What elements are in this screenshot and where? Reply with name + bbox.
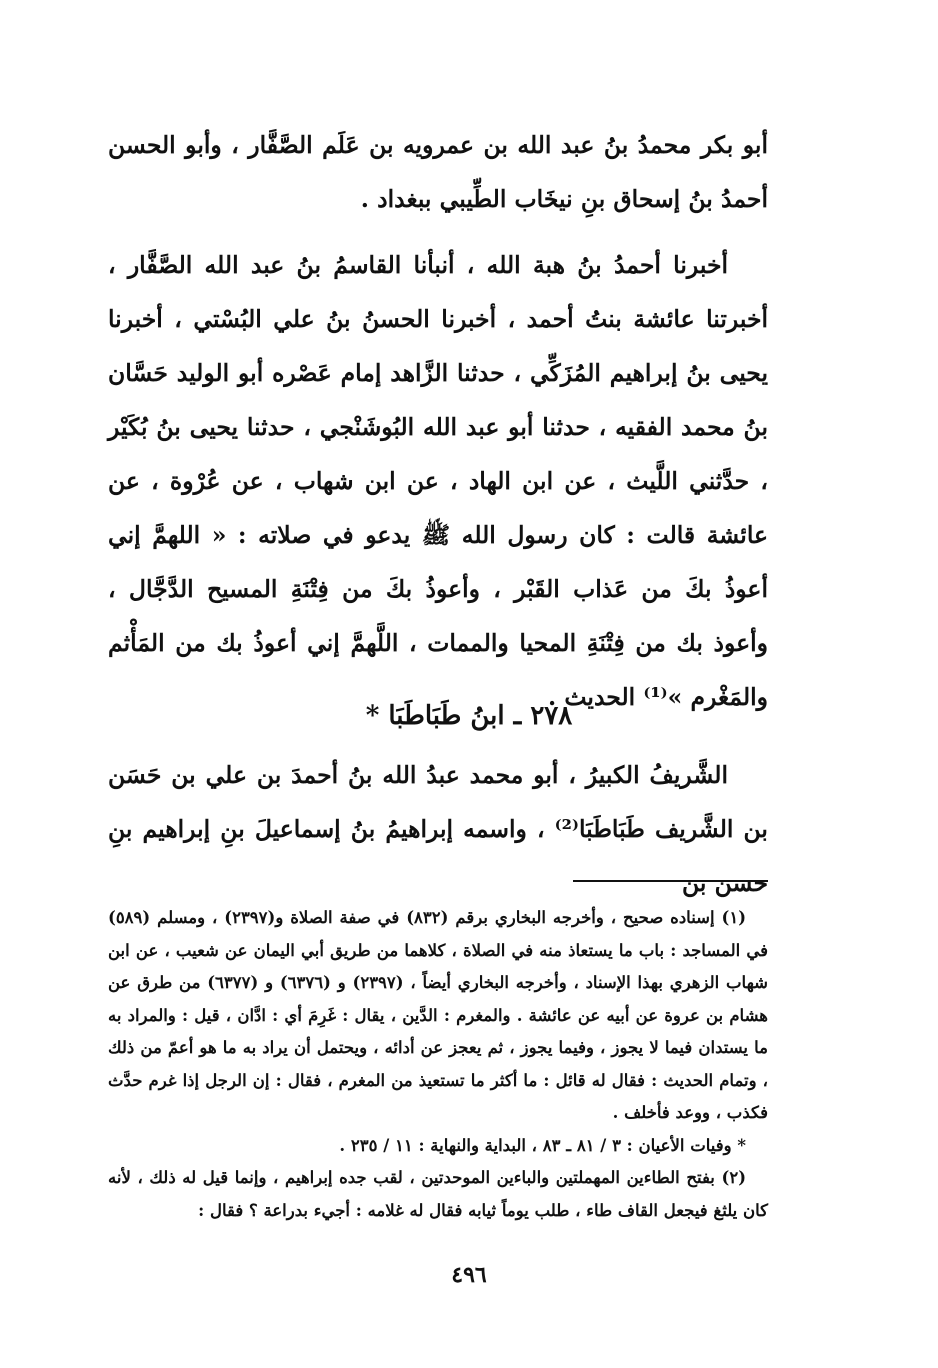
paragraph-chain-intro: أبو بكر محمدُ بنُ عبد الله بن عمرويه بن عَلَم الصَّفَّار ، وأبو الحسن أحمدُ بنُ إسحاق بنِ نيخَاب الطِّيبي ببغداد .: [108, 131, 768, 213]
footnote-2: (٢) بفتح الطاءين المهملتين والباءين الموحدتين ، لقب جده إبراهيم ، وإنما قيل له ذلك ، لأنه كان يلثغ فيجعل القاف طاء ، طلب يوماً ثيابه فقال له غلامه : أجيء بدراعة ؟ فقال :: [108, 1168, 768, 1220]
paragraph-hadith: أخبرنا أحمدُ بنُ هبة الله ، أنبأنا القاسمُ بنُ عبد الله الصَّفَّار ، أخبرتنا عائشة بنتُ أحمد ، أخبرنا الحسنُ بنُ علي البُسْتي ، أخبرنا يحيى بنُ إبراهيم المُزَكِّي ، حدثنا الزَّاهد إمام عَصْره أبو الوليد حَسَّان بنُ محمد الفقيه ، حدثنا أبو عبد الله البُوشَنْجي ، حدثنا يحيى بنُ بُكَيْر ، حدَّثني اللَّيث ، عن ابن الهاد ، عن ابن شهاب ، عن عُرْوة ، عن عائشة قالت : كان رسول الله ﷺ يدعو في صلاته : « اللهمَّ إني أعوذُ بكَ من عَذاب القَبْر ، وأعوذُ بكَ من فِتْنَةِ المسيح الدَّجَّال ، وأعوذ بك من فِتْنَةِ المحيا والممات ، اللَّهمَّ إني أعوذُ بك من المَأْثم والمَغْرم »⁽¹⁾ الحديث .: [108, 251, 768, 711]
footnote-1: (١) إسناده صحيح ، وأخرجه البخاري برقم (٨٣٢) في صفة الصلاة و(٢٣٩٧) ، ومسلم (٥٨٩) في المساجد : باب ما يستعاذ منه في الصلاة ، كلاهما من طريق أبي اليمان عن شعيب ، عن ابن شهاب الزهري بهذا الإسناد ، وأخرجه البخاري أيضاً ، (٢٣٩٧) و (٦٣٧٦) و (٦٣٧٧) من طرق عن هشام بن عروة عن أبيه عن عائشة . والمغرم : الدَّين ، يقال : غَرِمَ أي : ادَّان ، قيل : والمراد به ما يستدان فيما لا يجوز ، وفيما يجوز ، ثم يعجز عن أدائه ، ويحتمل أن يراد به ما هو أعمّ من ذلك ، وتمام الحديث : فقال له قائل : ما أكثر ما تستعيذ من المغرم ، فقال : إن الرجل إذا غرم حدَّث فكذب ، ووعد فأخلف .: [108, 908, 769, 1122]
biography-paragraph: الشَّريفُ الكبيرُ ، أبو محمد عبدُ الله بنُ أحمدَ بن علي بن حَسَن بن الشَّريف طَبَاطَبَا⁽²⁾ ، واسمه إبراهيمُ بنُ إسماعيلَ بنِ إبراهيم بنِ حسن بن: [108, 761, 768, 897]
footnotes-block: [108, 902, 768, 1227]
page-number: ٤٩٦: [451, 1262, 487, 1288]
entry-heading: ٢٧٨ ـ ابنُ طَبَاطَبَا *: [365, 701, 573, 731]
main-text-block: [108, 118, 768, 724]
footnote-separator: [573, 880, 768, 882]
biography-text-block: [108, 748, 768, 910]
footnote-star-sources: * وفيات الأعيان : ٣ / ٨١ ـ ٨٣ ، البداية والنهاية : ١١ / ٢٣٥ .: [339, 1135, 746, 1155]
